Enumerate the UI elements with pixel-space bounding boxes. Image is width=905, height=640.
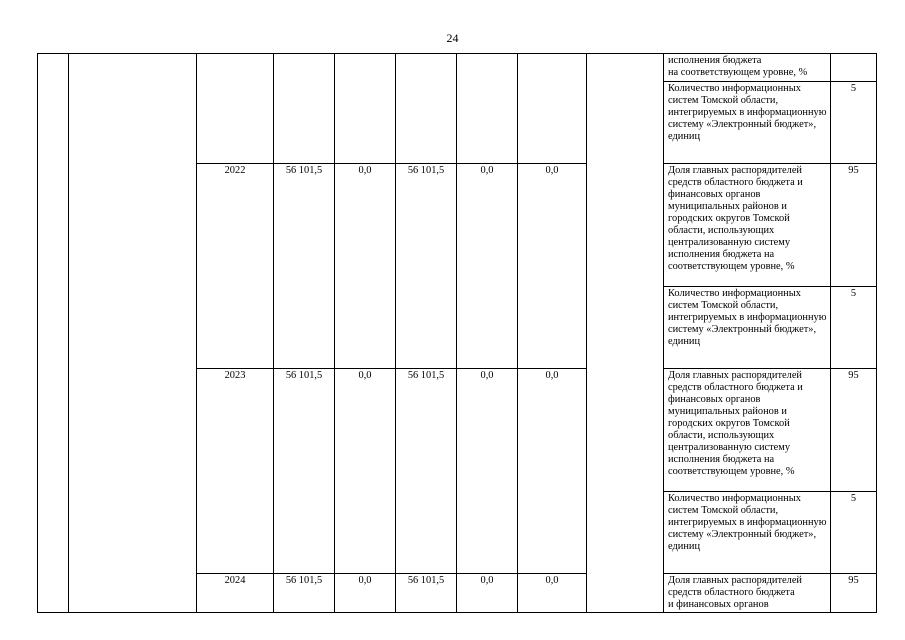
year-cell: 2024: [197, 574, 274, 634]
indicator-cell: Количество информационных систем Томской области, интегрируемых в информационную систему «Электронный бюджет», единиц: [664, 492, 831, 574]
executor-cell: [587, 54, 664, 634]
local-cell: [457, 54, 518, 164]
federal-cell: [335, 54, 396, 164]
federal-cell: 0,0: [335, 164, 396, 369]
local-cell: 0,0: [457, 369, 518, 574]
other-cell: 0,0: [518, 574, 587, 634]
year-cell: [197, 54, 274, 164]
other-cell: 0,0: [518, 369, 587, 574]
year-cell: 2023: [197, 369, 274, 574]
regional-cell: [396, 54, 457, 164]
indicator-value-cell: 5: [831, 287, 877, 369]
indicator-cell: исполнения бюджета на соответствующем уровне, %: [664, 54, 831, 82]
indicator-cell: Количество информационных систем Томской области, интегрируемых в информационную систему «Электронный бюджет», единиц: [664, 287, 831, 369]
federal-cell: 0,0: [335, 574, 396, 634]
regional-cell: 56 101,5: [396, 574, 457, 634]
year-cell: 2022: [197, 164, 274, 369]
row-number-cell: [38, 54, 69, 634]
table-row: [38, 54, 877, 82]
local-cell: 0,0: [457, 574, 518, 634]
total-cell: 56 101,5: [274, 369, 335, 574]
total-cell: 56 101,5: [274, 164, 335, 369]
indicator-value-cell: 95: [831, 164, 877, 287]
total-cell: 56 101,5: [274, 574, 335, 634]
regional-cell: 56 101,5: [396, 369, 457, 574]
total-cell: [274, 54, 335, 164]
regional-cell: 56 101,5: [396, 164, 457, 369]
indicator-cell: Количество информационных систем Томской области, интегрируемых в информационную систему «Электронный бюджет», единиц: [664, 82, 831, 164]
indicator-value-cell: [831, 54, 877, 82]
local-cell: 0,0: [457, 164, 518, 369]
program-financing-table: [37, 53, 877, 634]
indicator-cell: Доля главных распорядителей средств областного бюджета и финансовых органов муниципальных районов и городских округов Томской области, использующих централизованную систему исполнения бюджета на соответствующем уровне, %: [664, 164, 831, 287]
indicator-value-cell: 5: [831, 492, 877, 574]
other-cell: [518, 54, 587, 164]
page-number: 24: [446, 31, 459, 45]
task-name-cell: [69, 54, 197, 634]
other-cell: 0,0: [518, 164, 587, 369]
indicator-value-cell: 95: [831, 369, 877, 492]
indicator-cell: Доля главных распорядителей средств областного бюджета и финансовых органов: [664, 574, 831, 634]
indicator-value-cell: 95: [831, 574, 877, 634]
indicator-value-cell: 5: [831, 82, 877, 164]
indicator-cell: Доля главных распорядителей средств областного бюджета и финансовых органов муниципальных районов и городских округов Томской области, использующих централизованную систему исполнения бюджета на соответствующем уровне, %: [664, 369, 831, 492]
federal-cell: 0,0: [335, 369, 396, 574]
table-bottom-border: [37, 612, 877, 613]
page-bottom-margin: [0, 612, 905, 640]
